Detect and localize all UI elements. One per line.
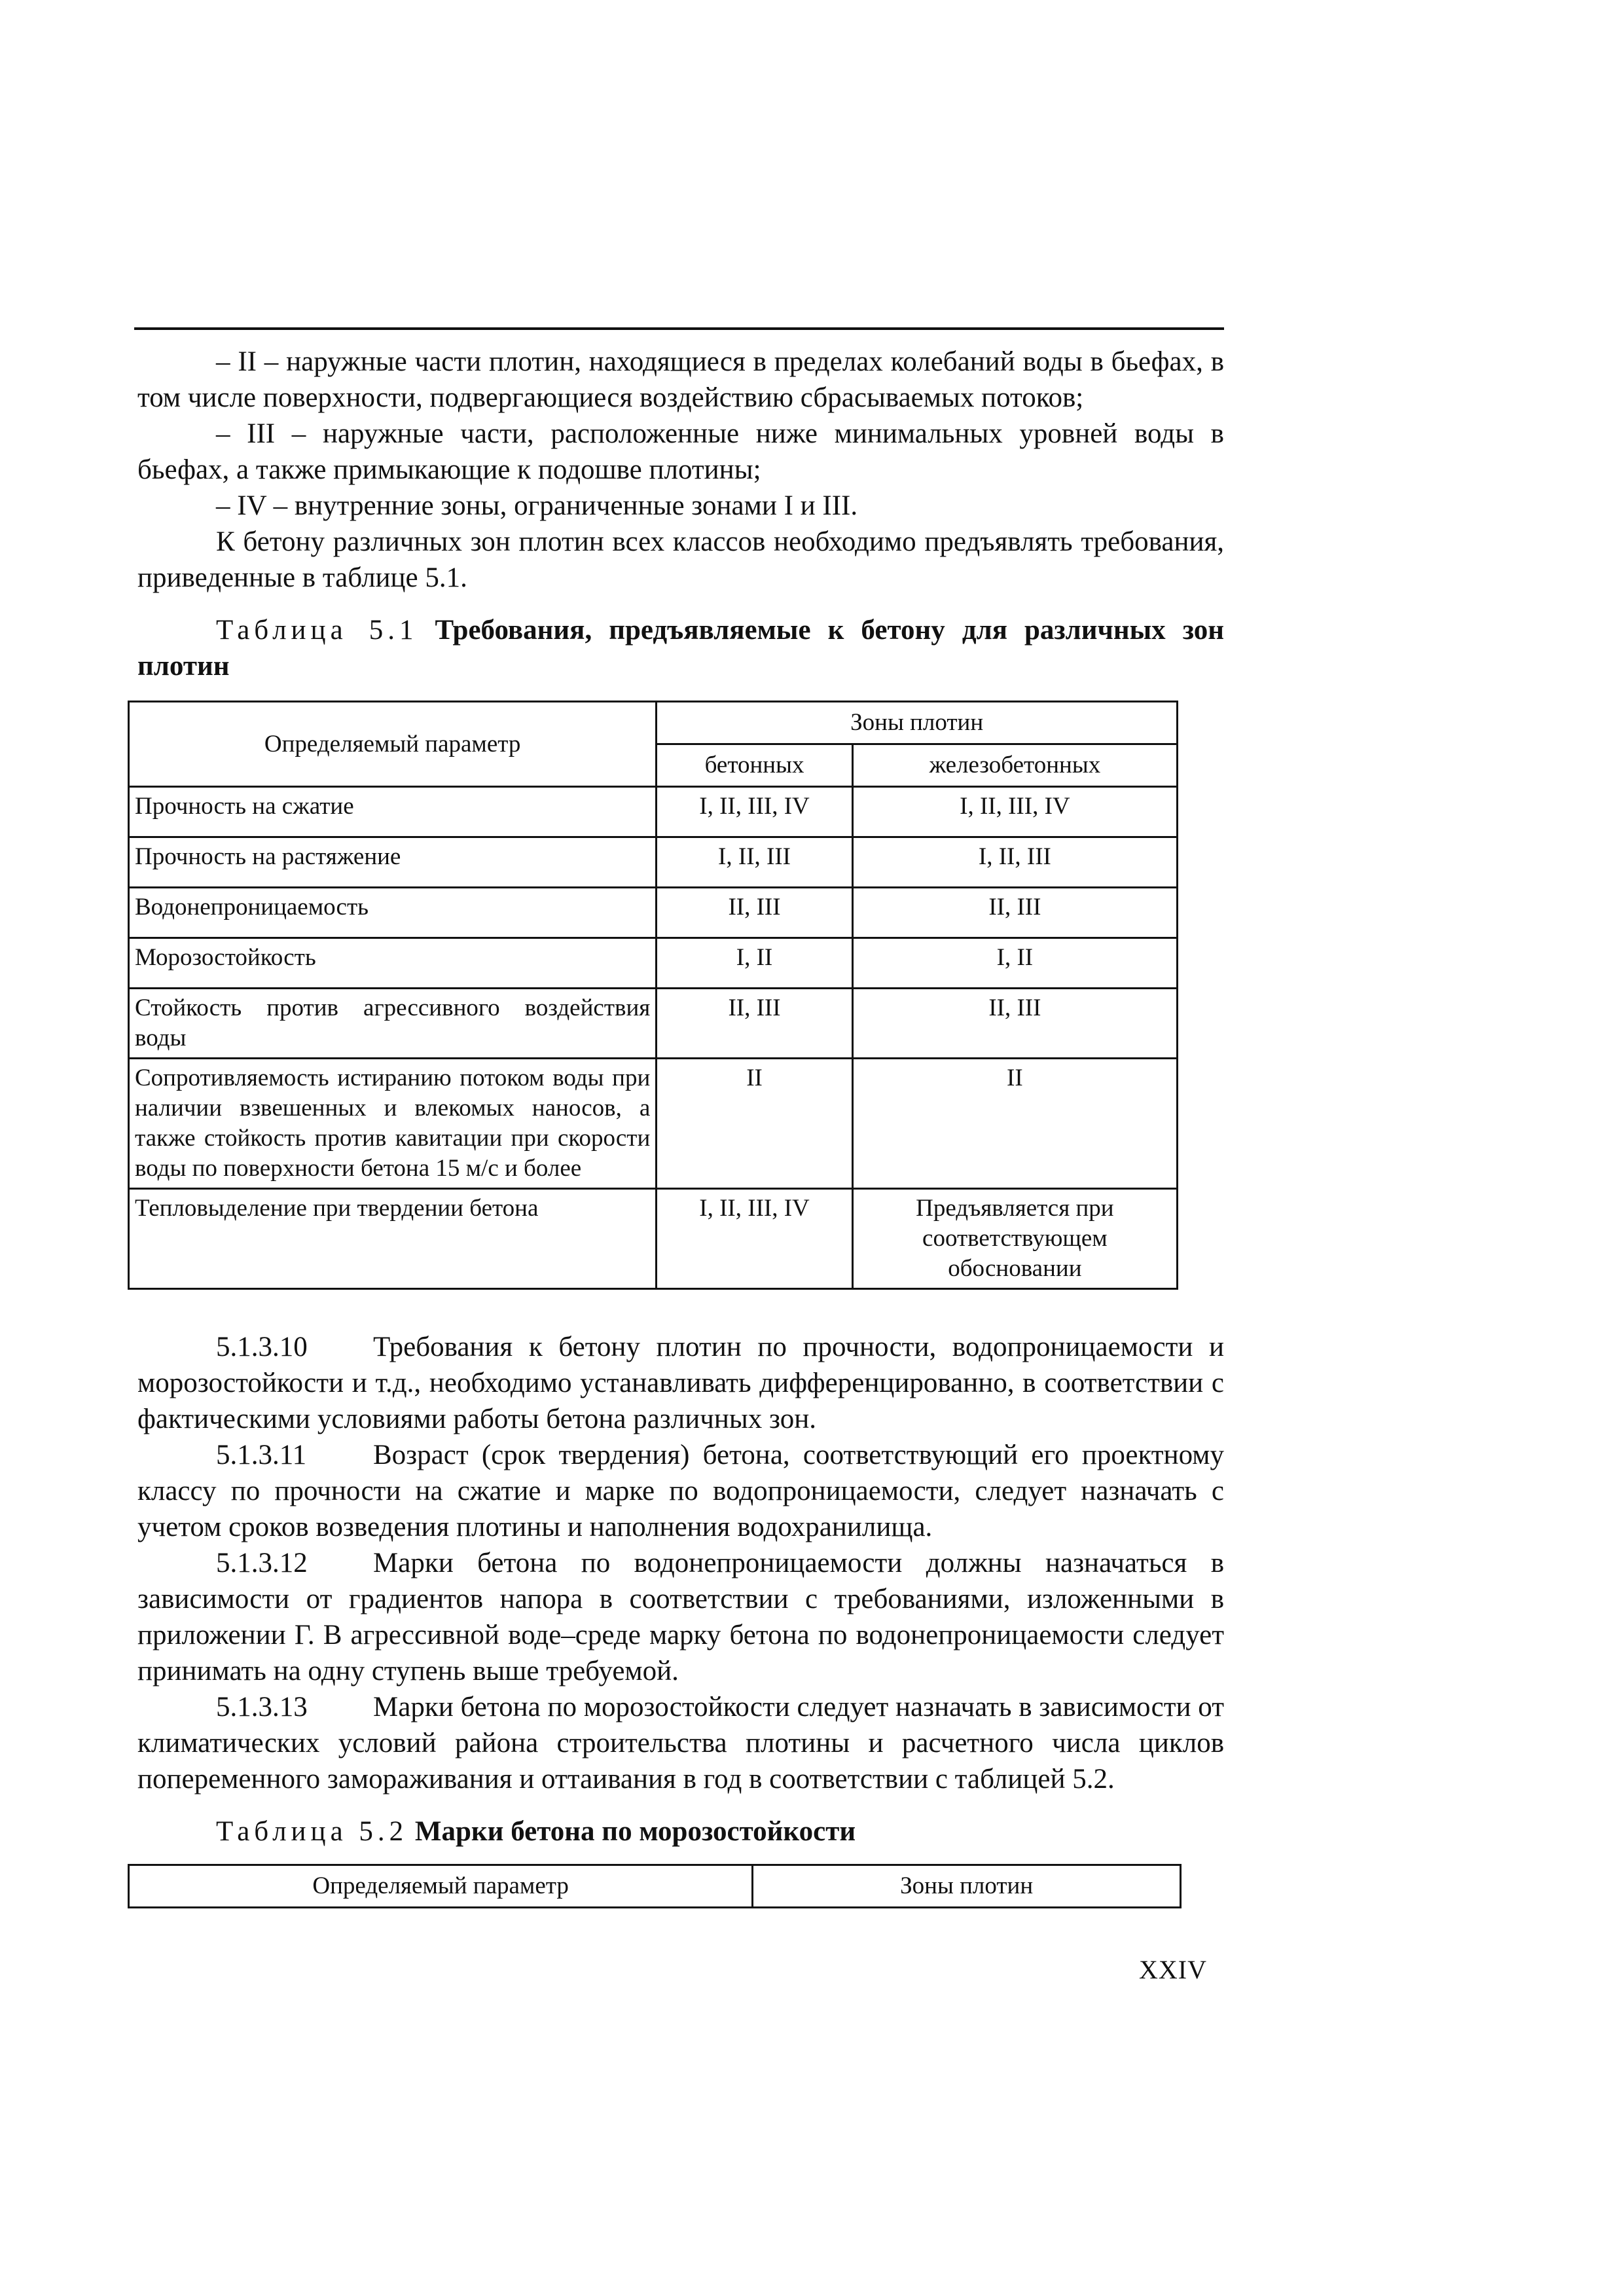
table1-header-reinforced: железобетонных <box>852 744 1177 787</box>
intro-paragraph: К бетону различных зон плотин всех классов необходимо предъявлять требования, приведенные в таблице 5.1. <box>137 526 1224 593</box>
table2-caption-label: Таблица 5.2 <box>216 1816 408 1847</box>
clause-paragraph <box>137 1329 1224 1437</box>
reinforced-cell: II <box>852 1059 1177 1189</box>
table1-caption-title: Требования, предъявляемые к бетону для различных зон плотин <box>137 615 1225 682</box>
page-number: XXIV <box>1139 1955 1207 1984</box>
param-cell: Сопротивляемость истиранию потоком воды при наличии взвешенных и влекомых наносов, а также стойкость против кавитации при скорости воды по поверхности бетона 15 м/с и более <box>129 1059 657 1189</box>
table1-caption <box>137 612 1224 684</box>
param-cell: Морозостойкость <box>129 938 657 989</box>
concrete-cell: II <box>657 1059 852 1189</box>
clause-text: Марки бетона по морозостойкости следует назначать в зависимости от климатических условий района строительства плотины и расчетного числа циклов попеременного замораживания и оттаивания в год в соответствии с таблицей 5.2. <box>137 1692 1224 1795</box>
clause-number: 5.1.3.10 <box>216 1332 308 1362</box>
table1-header-concrete: бетонных <box>657 744 852 787</box>
concrete-cell: I, II, III, IV <box>657 1189 852 1289</box>
reinforced-cell: I, II <box>852 938 1177 989</box>
clause-paragraph <box>137 1437 1224 1545</box>
table1-caption-label: Таблица 5.1 <box>216 615 418 646</box>
concrete-cell: I, II, III, IV <box>657 787 852 837</box>
header-rule <box>134 327 1224 330</box>
reinforced-cell: I, II, III, IV <box>852 787 1177 837</box>
clause-text: Марки бетона по водонепроницаемости должны назначаться в зависимости от градиентов напора в соответствии с требованиями, изложенными в приложении Г. В агрессивной воде–среде марку бетона по водонепроницаемости следует принимать на одну ступень выше требуемой. <box>137 1548 1224 1686</box>
param-cell: Стойкость против агрессивного воздействия воды <box>129 989 657 1059</box>
param-cell: Прочность на растяжение <box>129 837 657 888</box>
table-row <box>129 1059 1178 1189</box>
table1-header-row <box>129 702 1178 744</box>
list-item: – III – наружные части, расположенные ниже минимальных уровней воды в бьефах, а также примыкающие к подошве плотины; <box>137 418 1224 485</box>
reinforced-cell: II, III <box>852 989 1177 1059</box>
table2-caption <box>137 1813 1224 1850</box>
table2-header-param: Определяемый параметр <box>129 1865 753 1908</box>
concrete-cell: II, III <box>657 888 852 938</box>
table-row <box>129 787 1178 837</box>
reinforced-cell: I, II, III <box>852 837 1177 888</box>
table-row <box>129 989 1178 1059</box>
table1-header-param: Определяемый параметр <box>129 702 657 787</box>
table-row <box>129 1189 1178 1289</box>
clause-paragraph <box>137 1545 1224 1689</box>
table1-header-zones: Зоны плотин <box>657 702 1178 744</box>
concrete-cell: I, II, III <box>657 837 852 888</box>
table-row <box>129 938 1178 989</box>
list-item: – IV – внутренние зоны, ограниченные зонами I и III. <box>216 490 858 521</box>
reinforced-cell: Предъявляется при соответствующем обосновании <box>852 1189 1177 1289</box>
list-item: – II – наружные части плотин, находящиеся в пределах колебаний воды в бьефах, в том числе поверхности, подвергающиеся воздействию сбрасываемых потоков; <box>137 346 1224 413</box>
clause-number: 5.1.3.13 <box>216 1692 308 1722</box>
concrete-cell: II, III <box>657 989 852 1059</box>
param-cell: Водонепроницаемость <box>129 888 657 938</box>
reinforced-cell: II, III <box>852 888 1177 938</box>
clause-text: Возраст (срок твердения) бетона, соответствующий его проектному классу по прочности на сжатие и марке по водопроницаемости, следует назначать с учетом сроков возведения плотины и наполнения водохранилища. <box>137 1440 1224 1542</box>
page-body <box>137 344 1224 1908</box>
clause-number: 5.1.3.12 <box>216 1548 308 1578</box>
table-row <box>129 837 1178 888</box>
param-cell: Прочность на сжатие <box>129 787 657 837</box>
clause-text: Требования к бетону плотин по прочности, водопроницаемости и морозостойкости и т.д., необходимо устанавливать дифференцированно, в соответствии с фактическими условиями работы бетона различных зон. <box>137 1332 1224 1434</box>
table-row <box>129 888 1178 938</box>
table2 <box>128 1864 1182 1908</box>
clause-paragraph <box>137 1689 1224 1797</box>
concrete-cell: I, II <box>657 938 852 989</box>
table2-header-row <box>129 1865 1181 1908</box>
param-cell: Тепловыделение при твердении бетона <box>129 1189 657 1289</box>
table2-caption-title: Марки бетона по морозостойкости <box>414 1816 856 1847</box>
table1 <box>128 701 1178 1290</box>
clause-number: 5.1.3.11 <box>216 1440 307 1470</box>
table2-header-zones: Зоны плотин <box>753 1865 1181 1908</box>
